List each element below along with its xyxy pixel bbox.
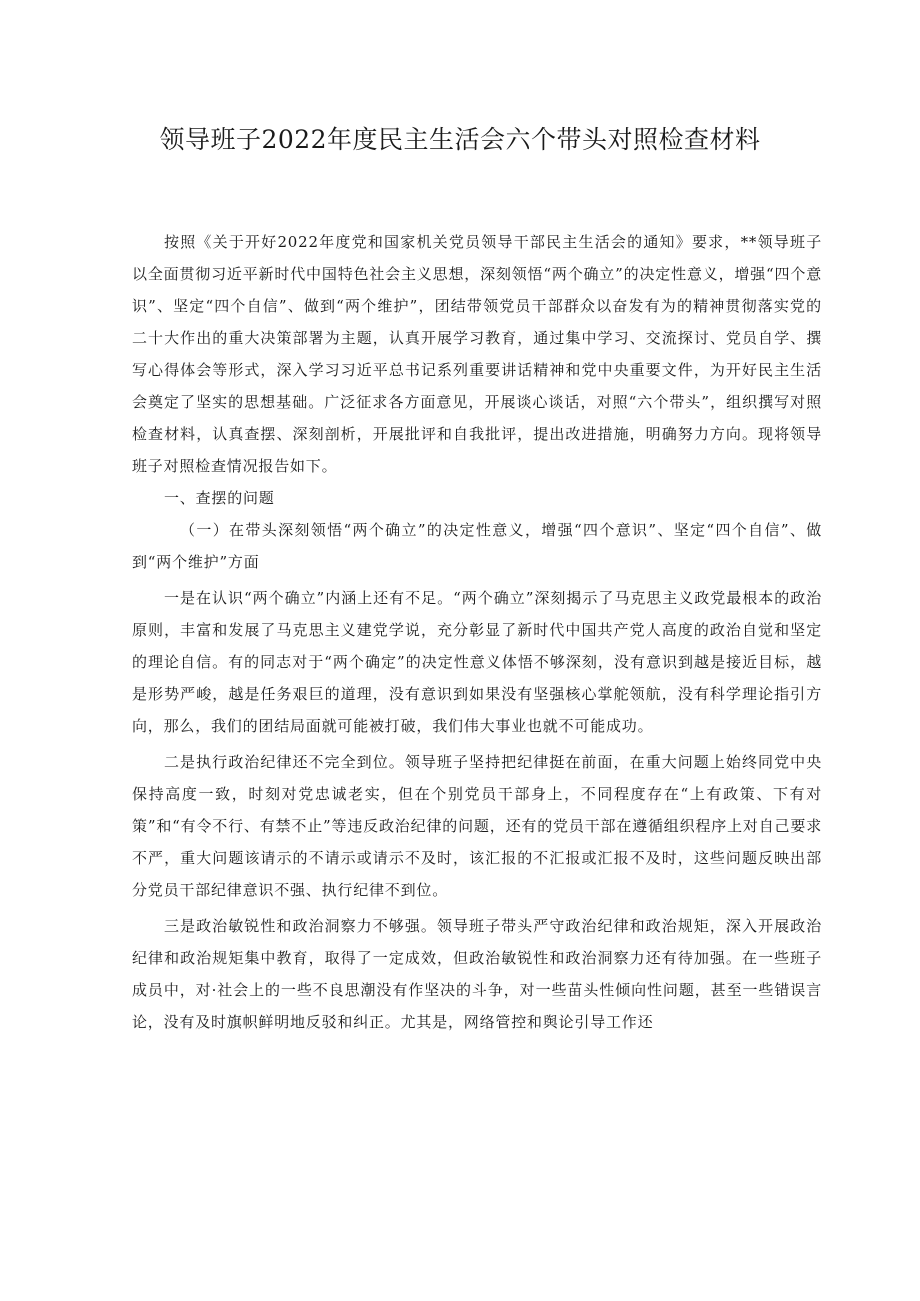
point-paragraph-3: 三是政治敏锐性和政治洞察力不够强。领导班子带头严守政治纪律和政治规矩，深入开展政治纪律和政治规矩集中教育，取得了一定成效，但政治敏锐性和政治洞察力还有待加强。在一些班子成员中，对·社会上的一些不良思潮没有作坚决的斗争，对一些苗头性倾向性问题，甚至一些错误言论，没有及时旗帜鲜明地反驳和纠正。尤其是，网络管控和舆论引导工作还 — [132, 917, 822, 1031]
section-heading: 一、查摆的问题 — [164, 489, 275, 507]
document-title: 领导班子2022年度民主生活会六个带头对照检查材料 — [159, 125, 761, 154]
intro-paragraph: 按照《关于开好2022年度党和国家机关党员领导干部民主生活会的通知》要求，**领导班子以全面贯彻习近平新时代中国特色社会主义思想，深刻领悟“两个确立”的决定性意义，增强“四个意识”、坚定“四个自信”、做到“两个维护”，团结带领党员干部群众以奋发有为的精神贯彻落实党的二十大作出的重大决策部署为主题，认真开展学习教育，通过集中学习、交流探讨、党员自学、撰写心得体会等形式，深入学习习近平总书记系列重要讲话精神和党中央重要文件，为开好民主生活会奠定了坚实的思想基础。广泛征求各方面意见，开展谈心谈话，对照“六个带头”，组织撰写对照检查材料，认真查摆、深刻剖析，开展批评和自我批评，提出改进措施，明确努力方向。现将领导班子对照检查情况报告如下。 — [132, 233, 822, 475]
point-paragraph-1: 一是在认识“两个确立”内涵上还有不足。“两个确立”深刻揭示了马克思主义政党最根本的政治原则，丰富和发展了马克思主义建党学说，充分彰显了新时代中国共产党人高度的政治自觉和坚定的理论自信。有的同志对于“两个确定”的决定性意义体悟不够深刻，没有意识到越是接近目标，越是形势严峻，越是任务艰巨的道理，没有意识到如果没有坚强核心掌舵领航，没有科学理论指引方向，那么，我们的团结局面就可能被打破，我们伟大事业也就不可能成功。 — [132, 589, 822, 735]
point-paragraph-2: 二是执行政治纪律还不完全到位。领导班子坚持把纪律挺在前面，在重大问题上始终同党中央保持高度一致，时刻对党忠诚老实，但在个别党员干部身上，不同程度存在“上有政策、下有对策”和“有令不行、有禁不止”等违反政治纪律的问题，还有的党员干部在遵循组织程序上对自己要求不严，重大问题该请示的不请示或请示不及时，该汇报的不汇报或汇报不及时，这些问题反映出部分党员干部纪律意识不强、执行纪律不到位。 — [132, 753, 822, 899]
subsection-heading: （一）在带头深刻领悟“两个确立”的决定性意义，增强“四个意识”、坚定“四个自信”、做到“两个维护”方面 — [132, 521, 822, 571]
document-body — [132, 226, 822, 1038]
